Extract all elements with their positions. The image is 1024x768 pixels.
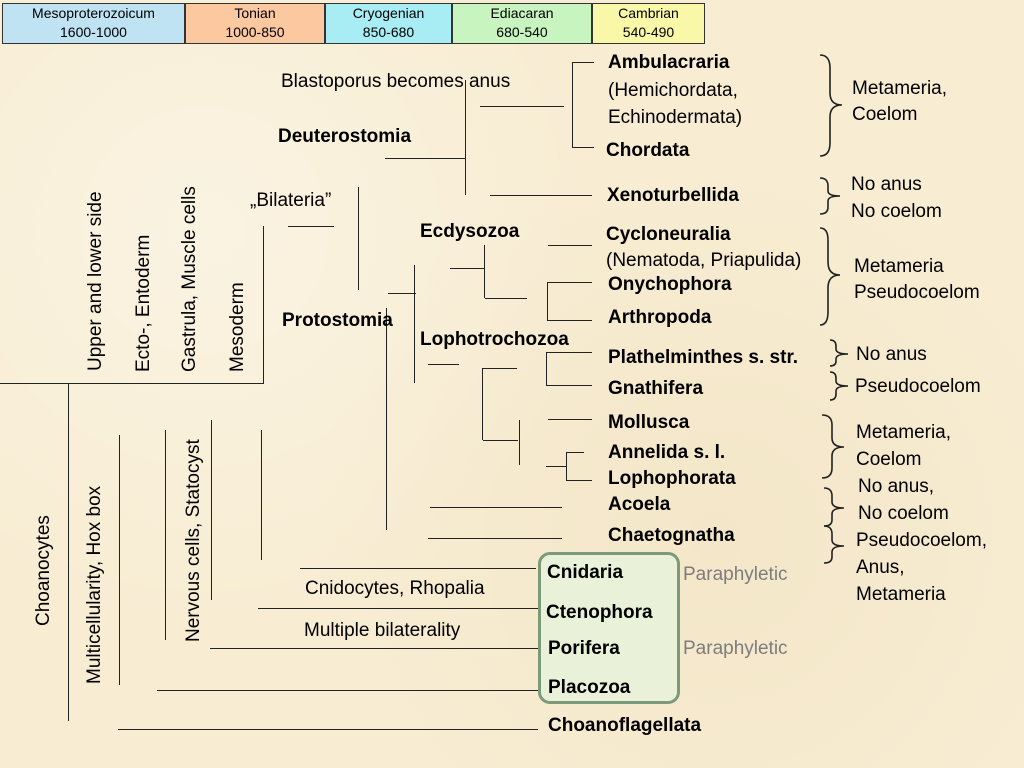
taxon-echinodermata: Echinodermata) xyxy=(608,107,743,128)
trait-anus: Anus, xyxy=(856,557,905,578)
period-range: 540-490 xyxy=(622,24,675,40)
trait-no-coelom-2: No coelom xyxy=(858,503,949,524)
taxon-cnidaria: Cnidaria xyxy=(547,562,624,583)
period-name: Tonian xyxy=(234,5,276,21)
taxon-placozoa: Placozoa xyxy=(548,677,631,698)
period-name: Mesoproterozoicum xyxy=(32,5,155,21)
taxon-mollusca: Mollusca xyxy=(608,412,690,433)
node-blastoporus: Blastoporus becomes anus xyxy=(281,71,511,92)
trait-pseudocoelom-3: Pseudocoelom, xyxy=(856,530,987,551)
period-name: Cambrian xyxy=(618,5,679,21)
node-bilateria: „Bilateria” xyxy=(250,190,332,211)
paraphyletic-label-2: Paraphyletic xyxy=(683,638,788,659)
trait-coelom-1: Coelom xyxy=(852,104,918,125)
paraphyletic-label-1: Paraphyletic xyxy=(683,564,788,585)
taxon-chordata: Chordata xyxy=(606,140,690,161)
taxon-ctenophora: Ctenophora xyxy=(546,602,653,623)
period-range: 1000-850 xyxy=(225,24,285,40)
taxon-cycloneuralia: Cycloneuralia xyxy=(606,224,731,245)
node-ecdysozoa: Ecdysozoa xyxy=(420,221,520,242)
taxon-nematoda: (Nematoda, Priapulida) xyxy=(606,250,802,271)
period-range: 1600-1000 xyxy=(60,24,127,40)
taxon-ambulacraria: Ambulacraria xyxy=(608,52,730,73)
node-protostomia: Protostomia xyxy=(282,310,393,331)
vlabel-mesoderm: Mesoderm xyxy=(227,282,248,372)
node-cnidocytes: Cnidocytes, Rhopalia xyxy=(305,578,485,599)
trait-coelom-2: Coelom xyxy=(856,449,922,470)
node-deuterostomia: Deuterostomia xyxy=(278,126,412,147)
taxon-arthropoda: Arthropoda xyxy=(608,307,712,328)
vlabel-ecto-ento: Ecto-, Entoderm xyxy=(133,234,154,372)
vlabel-upper-lower: Upper and lower side xyxy=(85,191,106,371)
trait-no-anus-1: No anus xyxy=(851,174,922,195)
period-range: 850-680 xyxy=(362,24,415,40)
trait-no-coelom-1: No coelom xyxy=(851,201,942,222)
taxon-acoela: Acoela xyxy=(608,494,671,515)
taxon-lophophorata: Lophophorata xyxy=(608,468,736,489)
period-range: 680-540 xyxy=(496,24,548,40)
vlabel-multicell: Multicellularity, Hox box xyxy=(84,485,105,684)
trait-metameria-3: Metameria, xyxy=(856,422,952,443)
trait-no-anus-2: No anus xyxy=(856,344,927,365)
taxon-onychophora: Onychophora xyxy=(608,274,732,295)
taxon-annelida: Annelida s. l. xyxy=(608,442,726,463)
trait-no-anus-3: No anus, xyxy=(858,476,935,497)
trait-metameria-1: Metameria, xyxy=(852,78,948,99)
taxon-chaetognatha: Chaetognatha xyxy=(608,525,735,546)
taxon-hemichordata: (Hemichordata, xyxy=(608,80,738,101)
node-multiple-bilaterality: Multiple bilaterality xyxy=(304,620,461,641)
taxon-xenoturbellida: Xenoturbellida xyxy=(607,185,739,206)
trait-metameria-2: Metameria xyxy=(854,256,944,277)
taxon-plathelminthes: Plathelminthes s. str. xyxy=(608,347,799,368)
trait-pseudocoelom-1: Pseudocoelom xyxy=(854,282,980,303)
taxon-choanoflagellata: Choanoflagellata xyxy=(548,715,702,736)
vlabel-gastrula: Gastrula, Muscle cells xyxy=(179,186,200,372)
period-name: Ediacaran xyxy=(490,5,554,21)
taxon-gnathifera: Gnathifera xyxy=(608,378,704,399)
period-name: Cryogenian xyxy=(352,5,425,21)
trait-pseudocoelom-2: Pseudocoelom xyxy=(855,376,981,397)
vlabel-nervous: Nervous cells, Statocyst xyxy=(183,439,204,642)
node-lophotrochozoa: Lophotrochozoa xyxy=(420,329,569,350)
trait-metameria-4: Metameria xyxy=(856,584,946,605)
taxon-porifera: Porifera xyxy=(548,638,620,659)
vlabel-choanocytes: Choanocytes xyxy=(33,515,54,626)
